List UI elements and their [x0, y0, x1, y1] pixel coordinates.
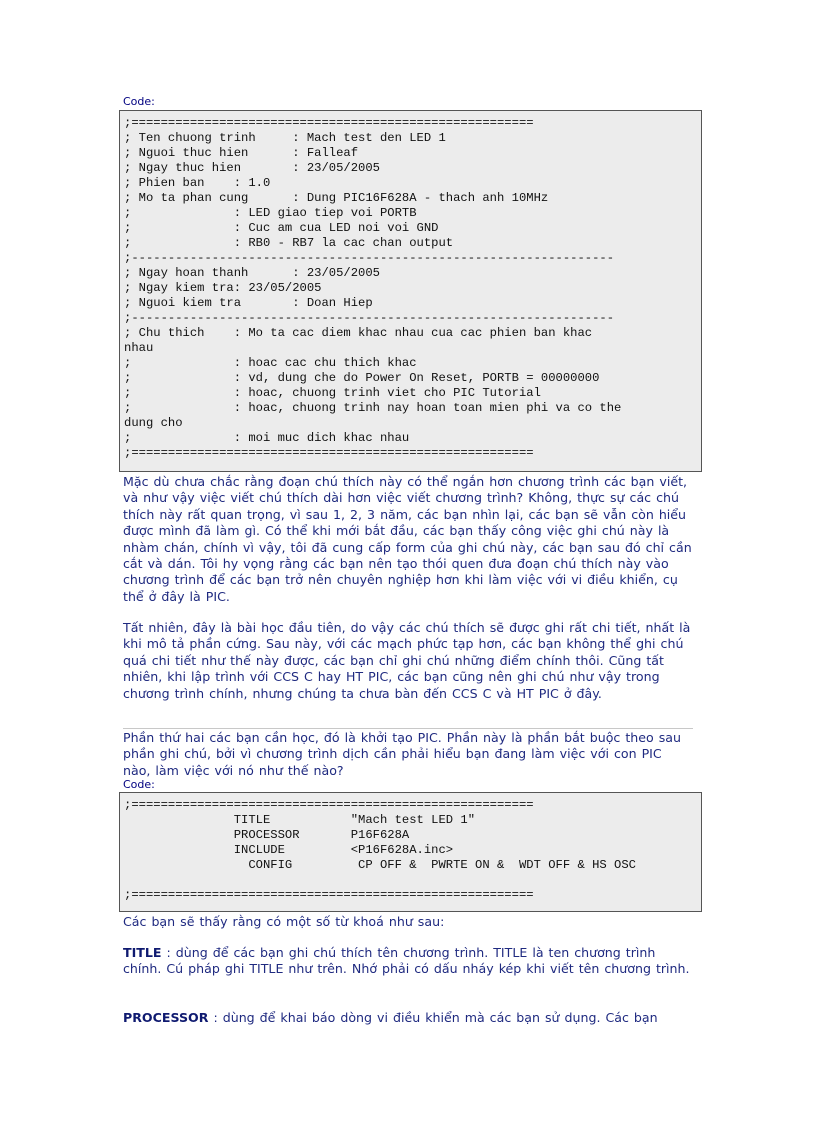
paragraph-4: Các bạn sẽ thấy rằng có một số từ khoá như sau:	[123, 914, 445, 929]
divider	[123, 728, 693, 729]
keyword-title: TITLE	[123, 945, 162, 960]
code-block-2-text: ;======================================================= TITLE "Mach test LED 1" PROCESSOR P16F628A INCLUDE <P16F628A.inc> CONFIG CP OFF & PWRTE ON & WDT OFF & HS OSC ;=======================================================	[124, 798, 636, 902]
paragraph-2: Tất nhiên, đây là bài học đầu tiên, do vậy các chú thích sẽ được ghi rất chi tiết, nhất là khi mô tả phần cứng. Sau này, với các mạch phức tạp hơn, các bạn không thể ghi chú quá chi tiết như thế này được, các bạn chỉ ghi chú những điểm chính thôi. Cũng tất nhiên, khi lập trình với CCS C hay HT PIC, các bạn cũng nên ghi chú như vậy trong chương trình chính, nhưng chúng ta chưa bàn đến CCS C và HT PIC ở đây.	[123, 620, 691, 701]
code-block-1-text: ;======================================================= ; Ten chuong trinh : Mach test den LED 1 ; Nguoi thuc hien : Falleaf ; Ngay thuc hien : 23/05/2005 ; Phien ban : 1.0 ; Mo ta phan cung : Dung PIC16F628A - thach anh 10MHz ; : LED giao tiep voi PORTB ; : Cuc am cua LED noi voi GND ; : RB0 - RB7 la cac chan output ;------------------------------------------------------------------ ; Ngay hoan thanh : 23/05/2005 ; Ngay kiem tra: 23/05/2005 ; Nguoi kiem tra : Doan Hiep ;------------------------------------------------------------------ ; Chu thich : Mo ta cac diem khac nhau cua cac phien ban khac nhau ; : hoac cac chu thich khac ; : vd, dung che do Power On Reset, PORTB = 00000000 ; : hoac, chuong trinh viet cho PIC Tutorial ; : hoac, chuong trinh nay hoan toan mien phi va co the dung cho ; : moi muc dich khac nhau ;=======================================================	[124, 116, 622, 460]
paragraph-1: Mặc dù chưa chắc rằng đoạn chú thích này có thể ngắn hơn chương trình các bạn viết, và như vậy việc viết chú thích dài hơn việc viết chương trình? Không, thực sự các chú thích này rất quan trọng, vì sau 1, 2, 3 năm, các bạn nhìn lại, các bạn sẽ vẫn còn hiểu được mình đã làm gì. Có thể khi mới bắt đầu, các bạn thấy công việc ghi chú này là nhàm chán, chính vì vậy, tôi đã cung cấp form của ghi chú này, các bạn sau đó chỉ cần cắt và dán. Tôi hy vọng rằng các bạn nên tạo thói quen đưa đoạn chú thích này vào chương trình để các bạn trở nên chuyên nghiệp hơn khi làm việc với vi điều khiển, cụ thể ở đây là PIC.	[123, 474, 692, 604]
paragraph-processor-keyword	[123, 1010, 693, 1026]
code-block-2	[119, 792, 702, 912]
code-label-1: Code:	[123, 95, 155, 108]
code-label-2: Code:	[123, 778, 155, 791]
keyword-title-description: : dùng để các bạn ghi chú thích tên chương trình. TITLE là ten chương trình chính. Cú pháp ghi TITLE như trên. Nhớ phải có dấu nháy kép khi viết tên chương trình.	[123, 945, 690, 977]
paragraph-title-keyword	[123, 945, 693, 978]
paragraph-3: Phần thứ hai các bạn cần học, đó là khởi tạo PIC. Phần này là phần bắt buộc theo sau phần ghi chú, bởi vì chương trình dịch cần phải hiểu bạn đang làm việc với con PIC nào, làm việc với nó như thế nào?	[123, 730, 681, 778]
keyword-processor-description: : dùng để khai báo dòng vi điều khiển mà các bạn sử dụng. Các bạn	[208, 1010, 658, 1025]
code-block-1	[119, 110, 702, 472]
keyword-processor: PROCESSOR	[123, 1010, 209, 1025]
